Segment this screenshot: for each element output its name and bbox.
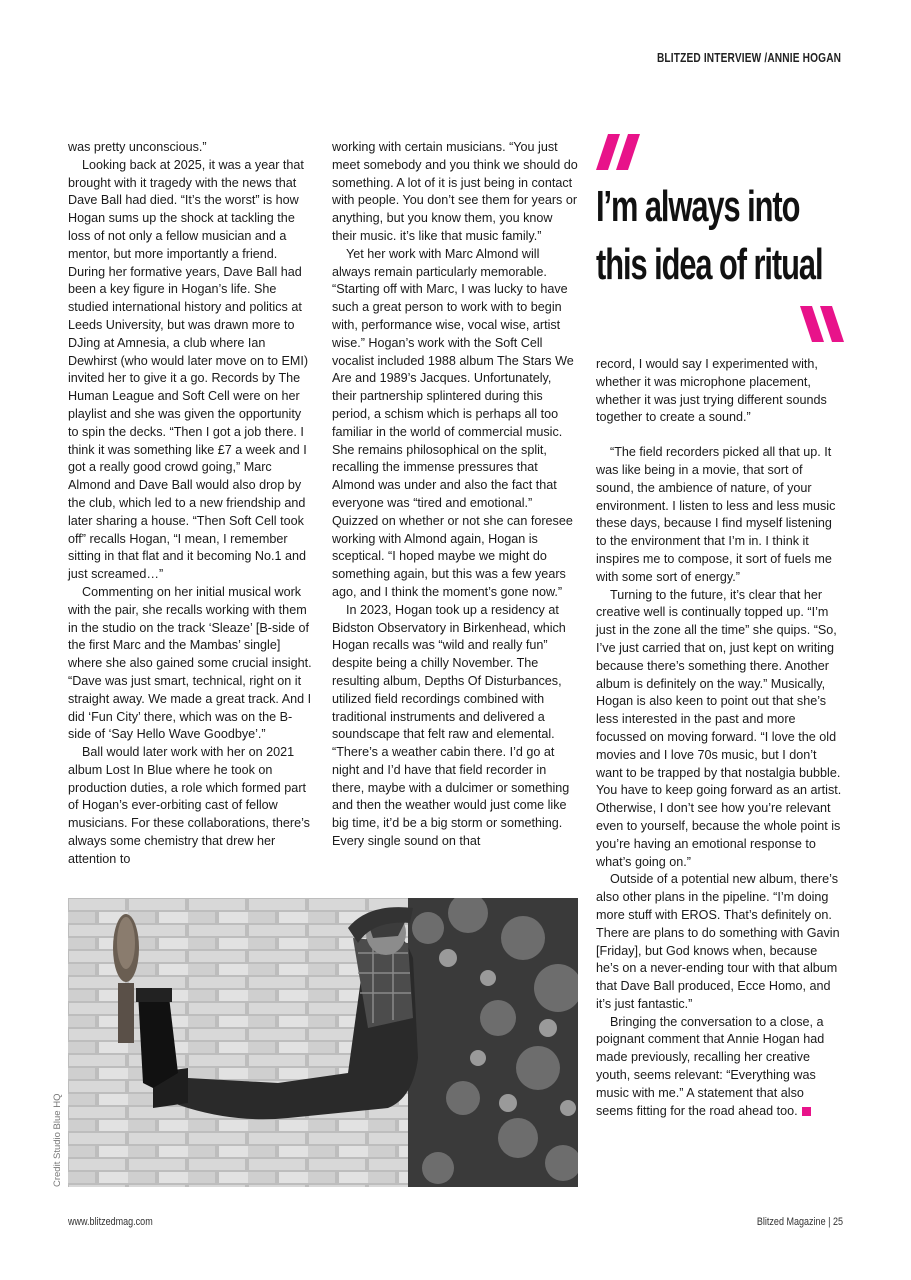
footer-website[interactable]: www.blitzedmag.com: [68, 1216, 153, 1228]
paragraph: In 2023, Hogan took up a residency at Bidston Observatory in Birkenhead, which Hogan recalls was “wild and really fun” despite being a chilly November. The resulting album, Depths Of Disturbances, utilized field recordings combined with traditional instruments and delivered a soundscape that felt raw and elemental. “There’s a weather cabin there. I’d go at night and I’d have that field recorder in there, maybe with a dulcimer or something and then the weather would just come like big time, it’d be a big storm or something. Every single sound on that: [332, 602, 570, 849]
photo-illustration: [68, 898, 578, 1187]
paragraph: Looking back at 2025, it was a year that brought with it tragedy with the news that Dave Ball had died. “It’s the worst” is how Hogan sums up the shock at tackling the loss of not only a fellow musician and a mentor, but more importantly a friend. During her formative years, Dave Ball had been a key figure in Hogan’s life. She studied international history and politics at Leeds University, but was drawn more to DJing at Amnesia, a club where Ian Dewhirst (who would later move on to EMI) invited her to give it a go. Records by The Human League and Soft Cell were on her playlist and she was given the opportunity to spin the decks. “Then I got a job there. I think it was something like £7 a week and I got a really good crowd going,” Marc Almond and Dave Ball would also drop by the club, which led to a new friendship and later sharing a house. “Then Soft Cell took off” recalls Hogan, “I mean, I remember sitting in that flat and it becoming No.1 and just screamed…”: [68, 157, 309, 582]
section-header: BLITZED INTERVIEW /ANNIE HOGAN: [656, 50, 841, 65]
paragraph: was pretty unconscious.”: [68, 140, 207, 154]
paragraph: Yet her work with Marc Almond will always remain particularly memorable. “Starting off with Marc, I was lucky to have such a great person to work with to begin with, performance wise, vocal wise, artist wise.” Hogan’s work with the Soft Cell vocalist included 1988 album The Stars We Are and 1989’s Jacques. Unfortunately, their partnership splintered during this period, a schism which is perhaps all too familiar in the world of commercial music. She remains philosophical on the split, recalling the immense pressures that Almond was under and also the fact that everyone was “tired and emotional.” Quizzed on whether or not she can foresee working with Almond again, Hogan is sceptical. “I hoped maybe we might do something again, but this was a few years ago, and I think the moment’s gone now.”: [332, 246, 574, 599]
paragraph-text: Bringing the conversation to a close, a poignant comment that Annie Hogan had made previously, recalling her creative youth, seems relevant: “Everything was music with me.” A statement that also seems fitting for the road ahead too.: [596, 1014, 825, 1118]
paragraph: Ball would later work with her on 2021 album Lost In Blue where he took on production duties, a role which formed part of Hogan’s ever-orbiting cast of fellow musicians. For these collaborations, there’s always some chemistry that drew her attention to: [68, 745, 310, 866]
photo-credit: Credit Studio Blue HQ: [52, 1093, 63, 1187]
end-mark-icon: [802, 1107, 811, 1116]
paragraph: working with certain musicians. “You just meet somebody and you think we should do something. A lot of it is just being in contact with people. You don’t see them for years or anything, but you know them, you know their music. it’s like that music family.”: [332, 140, 578, 243]
article-column-2: [332, 139, 578, 851]
close-quote-icon: [800, 302, 844, 346]
open-quote-icon: [596, 130, 640, 174]
paragraph: Commenting on her initial musical work with the pair, she recalls working with them in the studio on the track ‘Sleaze’ [B-side of the first Marc and the Mambas’ single] where she also gained some crucial insight. “Dave was just smart, technical, right on it straight away. We made a great track. And I did ‘Fun City’ there, which was on the B-side of ‘Say Hello Wave Goodbye’.”: [68, 584, 312, 742]
pull-quote-text: I’m always into this idea of ritual: [596, 182, 823, 289]
paragraph: Turning to the future, it’s clear that her creative well is continually topped up. “I’m just in the zone all the time” she quips. “So, I’ve just carried that on, just kept on writing because there’s something there. Another album is definitely on the way.” Musically, Hogan is also keen to point out that she’s less interested in the past and more focussed on moving forward. “I love the old movies and I love 70s music, but I don’t want to be trapped by that nostalgia bubble. You have to keep going forward as an artist. Otherwise, I don’t see how you’re relevant even to yourself, because the whole point is you’re having an emotional response to what’s going on.”: [596, 587, 842, 869]
paragraph: Outside of a potential new album, there’s also other plans in the pipeline. “I’m doing more stuff with EROS. That’s definitely on. There are plans to do something with Gavin [Friday], but God knows when, because he’s on a never-ending tour with that album that Dave Ball produced, Ecce Homo, and it’s just fantastic.”: [596, 872, 840, 1011]
paragraph: record, I would say I experimented with, whether it was microphone placement, whether it was just trying different sounds together to create a sound.”: [596, 357, 827, 425]
article-column-3: [596, 356, 842, 1120]
paragraph: “The field recorders picked all that up. It was like being in a movie, that sort of sound, the ambience of nature, of your environment. I listen to less and less music these days, because I find myself listening to the environment that I’m in. I think it inspires me to compose, it sort of fuels me with some sort of energy.”: [596, 445, 836, 584]
article-column-1: [68, 139, 314, 869]
paragraph-final: [596, 1014, 842, 1121]
footer-page-number: Blitzed Magazine | 25: [756, 1216, 843, 1228]
article-photo: [68, 898, 578, 1187]
